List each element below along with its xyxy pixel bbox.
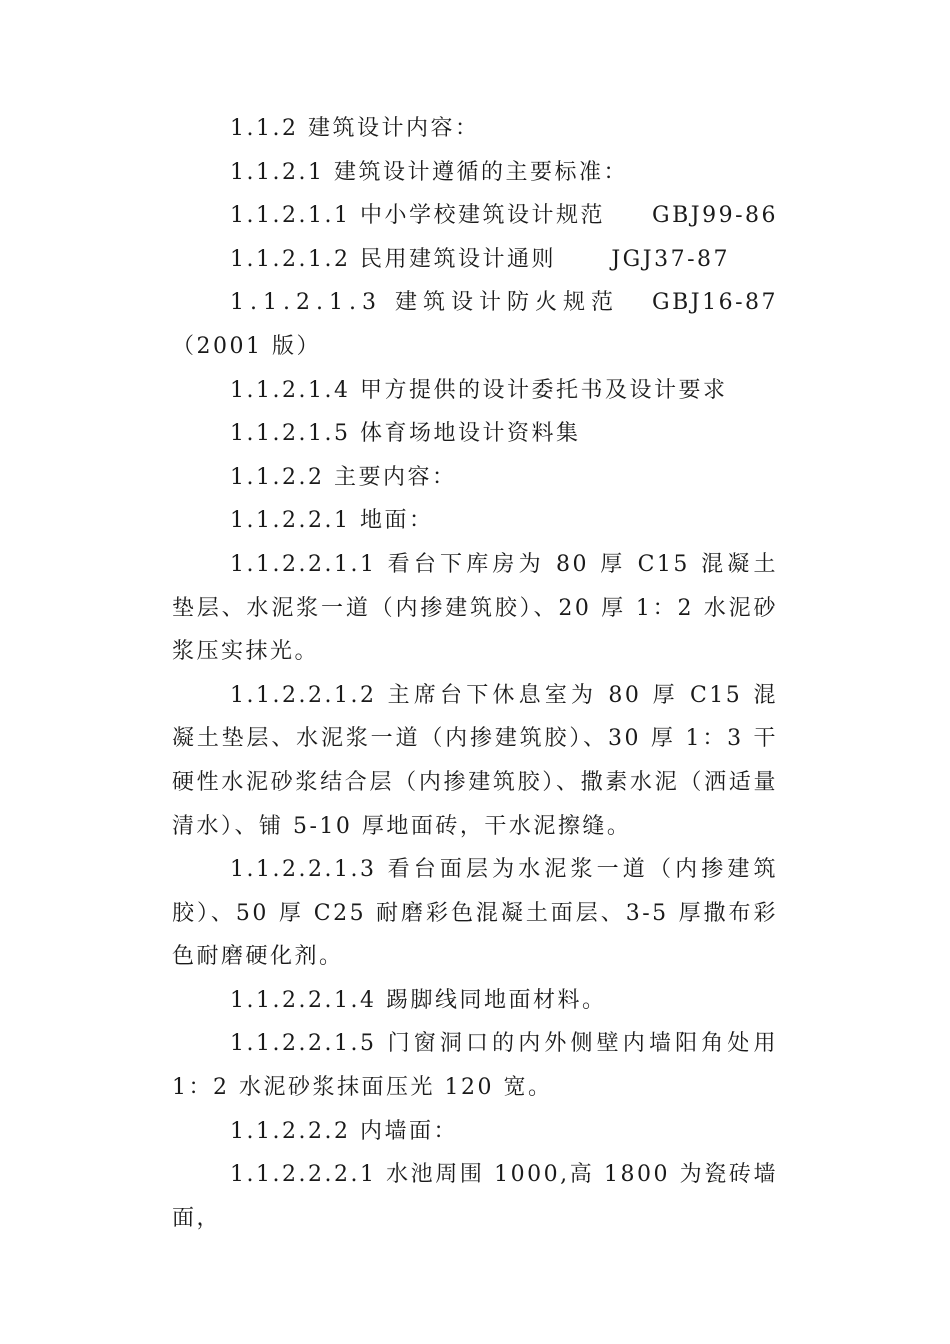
heading-1-1-2-1: 1.1.2.1 建筑设计遵循的主要标准： [230,159,628,185]
floor-item-5: 1.1.2.2.1.5 门窗洞口的内外侧壁内墙阳角处用 1：2 水泥砂浆抹面压光 120 宽。 [172,1031,778,1101]
interior-wall-item-1: 1.1.2.2.2.1 水池周围 1000,高 1800 为瓷砖墙面， [172,1162,778,1231]
standard-item-1-code: GBJ99-86 [652,203,778,229]
standard-item-3 [172,281,778,325]
standard-item-3-edition: （2001 版） [172,333,321,359]
standard-item-2-title: 1.1.2.1.2 民用建筑设计通则 [230,246,556,272]
standard-item-4: 1.1.2.1.4 甲方提供的设计委托书及设计要求 [230,377,728,403]
floor-item-2: 1.1.2.2.1.2 主席台下休息室为 80 厚 C15 混凝土垫层、水泥浆一道（内掺建筑胶）、30 厚 1：3 干硬性水泥砂浆结合层（内掺建筑胶）、撒素水泥（洒适量清水）、铺 5-10 厚地面砖，干水泥擦缝。 [172,682,778,839]
standard-item-3-title: 1.1.2.1.3 建筑设计防火规范 [230,290,619,316]
floor-item-3: 1.1.2.2.1.3 看台面层为水泥浆一道（内掺建筑胶）、50 厚 C25 耐磨彩色混凝土面层、3-5 厚撒布彩色耐磨硬化剂。 [172,857,778,970]
standard-item-1-title: 1.1.2.1.1 中小学校建筑设计规范 [230,203,605,229]
floor-item-4: 1.1.2.2.1.4 踢脚线同地面材料。 [230,987,607,1013]
floor-item-1: 1.1.2.2.1.1 看台下库房为 80 厚 C15 混凝土垫层、水泥浆一道（内掺建筑胶）、20 厚 1：2 水泥砂浆压实抹光。 [172,551,778,665]
heading-floor: 1.1.2.2.1 地面： [230,508,434,534]
standard-item-2-code: JGJ37-87 [611,246,730,272]
heading-interior-wall: 1.1.2.2.2 内墙面： [230,1118,458,1144]
document-body [172,107,778,1240]
standard-item-3-code: GBJ16-87 [652,290,778,316]
standard-item-5: 1.1.2.1.5 体育场地设计资料集 [230,421,581,447]
heading-1-1-2-2: 1.1.2.2 主要内容： [230,464,457,490]
standard-item-1 [172,194,778,238]
heading-1-1-2: 1.1.2 建筑设计内容： [230,116,480,141]
standard-item-2 [172,238,778,282]
